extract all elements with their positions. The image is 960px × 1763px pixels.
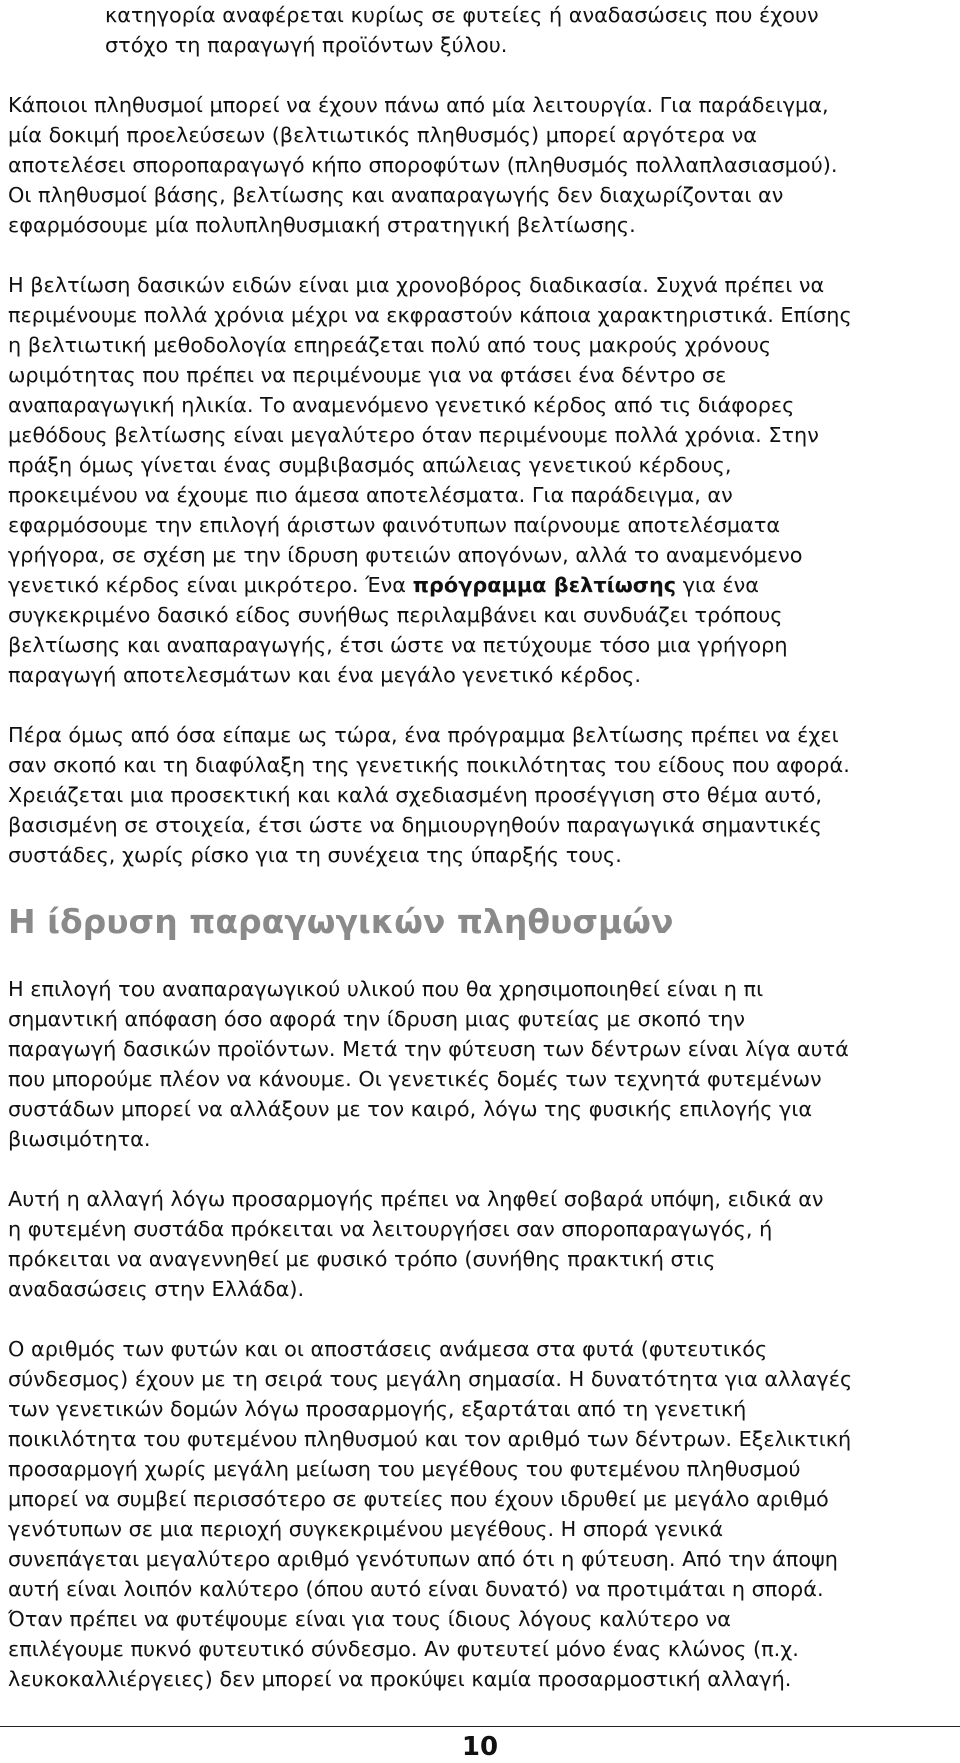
- text-line: Η επιλογή του αναπαραγωγικού υλικού που θα χρησιμοποιηθεί είναι η πι: [8, 977, 764, 1001]
- text-line: αναπαραγωγική ηλικία. Το αναμενόμενο γενετικό κέρδος από τις διάφορες: [8, 393, 795, 417]
- text-line: Χρειάζεται μια προσεκτική και καλά σχεδιασμένη προσέγγιση στο θέμα αυτό,: [8, 783, 823, 807]
- text-line: παραγωγή δασικών προϊόντων. Μετά την φύτευση των δέντρων είναι λίγα αυτά: [8, 1037, 849, 1061]
- text-line: αποτελέσει σποροπαραγωγό κήπο σποροφύτων (πληθυσμός πολλαπλασιασμού).: [8, 153, 838, 177]
- text-line: Αυτή η αλλαγή λόγω προσαρμογής πρέπει να ληφθεί σοβαρά υπόψη, ειδικά αν: [8, 1187, 824, 1211]
- paragraph-3: [8, 720, 960, 870]
- text-line: γενότυπων σε μια περιοχή συγκεκριμένου μεγέθους. Η σπορά γενικά: [8, 1517, 724, 1541]
- text-line: πρόκειται να αναγεννηθεί με φυσικό τρόπο (συνήθης πρακτική στις: [8, 1247, 716, 1271]
- text-line: περιμένουμε πολλά χρόνια μέχρι να εκφραστούν κάποια χαρακτηριστικά. Επίσης: [8, 303, 852, 327]
- text-line: βιωσιμότητα.: [8, 1127, 151, 1151]
- text-line: βελτίωσης και αναπαραγωγής, έτσι ώστε να πετύχουμε τόσο μια γρήγορη: [8, 633, 788, 657]
- text-line: των γενετικών δομών λόγω προσαρμογής, εξαρτάται από τη γενετική: [8, 1397, 747, 1421]
- text-line: γρήγορα, σε σχέση με την ίδρυση φυτειών απογόνων, αλλά το αναμενόμενο: [8, 543, 803, 567]
- text-line: η βελτιωτική μεθοδολογία επηρεάζεται πολύ από τους μακρούς χρόνους: [8, 333, 772, 357]
- text-fragment: για ένα: [676, 573, 759, 597]
- bold-term: πρόγραμμα βελτίωσης: [412, 573, 677, 597]
- section-heading: Η ίδρυση παραγωγικών πληθυσμών: [8, 902, 674, 941]
- paragraph-2: [8, 270, 960, 690]
- text-line: συγκεκριμένο δασικό είδος συνήθως περιλαμβάνει και συνδυάζει τρόπους: [8, 603, 783, 627]
- text-line: Όταν πρέπει να φυτέψουμε είναι για τους ίδιους λόγους καλύτερο να: [8, 1607, 731, 1631]
- text-line: σαν σκοπό και τη διαφύλαξη της γενετικής ποικιλότητας του είδους που αφορά.: [8, 753, 850, 777]
- footer-divider: [0, 1726, 960, 1727]
- document-page: [8, 0, 960, 1724]
- text-line: πράξη όμως γίνεται ένας συμβιβασμός απώλειας γενετικού κέρδους,: [8, 453, 732, 477]
- text-line: επιλέγουμε πυκνό φυτευτικό σύνδεσμο. Αν φυτευτεί μόνο ένας κλώνος (π.χ.: [8, 1637, 799, 1661]
- text-line: αναδασώσεις στην Ελλάδα).: [8, 1277, 305, 1301]
- text-line: προκειμένου να έχουμε πιο άμεσα αποτελέσματα. Για παράδειγμα, αν: [8, 483, 733, 507]
- paragraph-5: [8, 1184, 960, 1304]
- text-line: Πέρα όμως από όσα είπαμε ως τώρα, ένα πρόγραμμα βελτίωσης πρέπει να έχει: [8, 723, 839, 747]
- page-number: 10: [461, 1732, 499, 1762]
- text-line: κατηγορία αναφέρεται κυρίως σε φυτείες ή αναδασώσεις που έχουν: [105, 3, 819, 27]
- text-line: Κάποιοι πληθυσμοί μπορεί να έχουν πάνω από μία λειτουργία. Για παράδειγμα,: [8, 93, 829, 117]
- text-line: παραγωγή αποτελεσμάτων και ένα μεγάλο γενετικό κέρδος.: [8, 663, 641, 687]
- text-line: προσαρμογή χωρίς μεγάλη μείωση του μεγέθους του φυτεμένου πληθυσμού: [8, 1457, 801, 1481]
- text-line: Η βελτίωση δασικών ειδών είναι μια χρονοβόρος διαδικασία. Συχνά πρέπει να: [8, 273, 825, 297]
- paragraph-4: [8, 974, 960, 1154]
- text-line: σημαντική απόφαση όσο αφορά την ίδρυση μιας φυτείας με σκοπό την: [8, 1007, 745, 1031]
- text-line: εφαρμόσουμε μία πολυπληθυσμιακή στρατηγική βελτίωσης.: [8, 213, 636, 237]
- text-line: σύνδεσμος) έχουν με τη σειρά τους μεγάλη σημασία. Η δυνατότητα για αλλαγές: [8, 1367, 853, 1391]
- text-line: Οι πληθυσμοί βάσης, βελτίωσης και αναπαραγωγής δεν διαχωρίζονται αν: [8, 183, 784, 207]
- text-line: συστάδες, χωρίς ρίσκο για τη συνέχεια της ύπαρξής τους.: [8, 843, 622, 867]
- text-line-with-bold-term: [8, 570, 960, 600]
- text-line: μεθόδους βελτίωσης είναι μεγαλύτερο όταν περιμένουμε πολλά χρόνια. Στην: [8, 423, 819, 447]
- text-line: βασισμένη σε στοιχεία, έτσι ώστε να δημιουργηθούν παραγωγικά σημαντικές: [8, 813, 822, 837]
- text-line: αυτή είναι λοιπόν καλύτερο (όπου αυτό είναι δυνατό) να προτιμάται η σπορά.: [8, 1577, 824, 1601]
- text-line: μία δοκιμή προελεύσεων (βελτιωτικός πληθυσμός) μπορεί αργότερα να: [8, 123, 757, 147]
- paragraph-1: [8, 90, 960, 240]
- text-line: που μπορούμε πλέον να κάνουμε. Οι γενετικές δομές των τεχνητά φυτεμένων: [8, 1067, 822, 1091]
- text-line: Ο αριθμός των φυτών και οι αποστάσεις ανάμεσα στα φυτά (φυτευτικός: [8, 1337, 768, 1361]
- text-line: ωριμότητας που πρέπει να περιμένουμε για να φτάσει ένα δέντρο σε: [8, 363, 727, 387]
- text-line: η φυτεμένη συστάδα πρόκειται να λειτουργήσει σαν σποροπαραγωγός, ή: [8, 1217, 773, 1241]
- text-line: εφαρμόσουμε την επιλογή άριστων φαινότυπων παίρνουμε αποτελέσματα: [8, 513, 781, 537]
- text-line: μπορεί να συμβεί περισσότερο σε φυτείες που έχουν ιδρυθεί με μεγάλο αριθμό: [8, 1487, 829, 1511]
- text-line: συνεπάγεται μεγαλύτερο αριθμό γενότυπων από ότι η φύτευση. Από την άποψη: [8, 1547, 838, 1571]
- paragraph-6: [8, 1334, 960, 1694]
- paragraph-intro: [8, 0, 960, 60]
- text-line: ποικιλότητα του φυτεμένου πληθυσμού και τον αριθμό των δέντρων. Εξελικτική: [8, 1427, 852, 1451]
- text-line: στόχο τη παραγωγή προϊόντων ξύλου.: [105, 33, 508, 57]
- text-line: λευκοκαλλιέργειες) δεν μπορεί να προκύψει καμία προσαρμοστική αλλαγή.: [8, 1667, 792, 1691]
- text-fragment: γενετικό κέρδος είναι μικρότερο. Ένα: [8, 573, 413, 597]
- text-line: συστάδων μπορεί να αλλάξουν με τον καιρό, λόγω της φυσικής επιλογής για: [8, 1097, 813, 1121]
